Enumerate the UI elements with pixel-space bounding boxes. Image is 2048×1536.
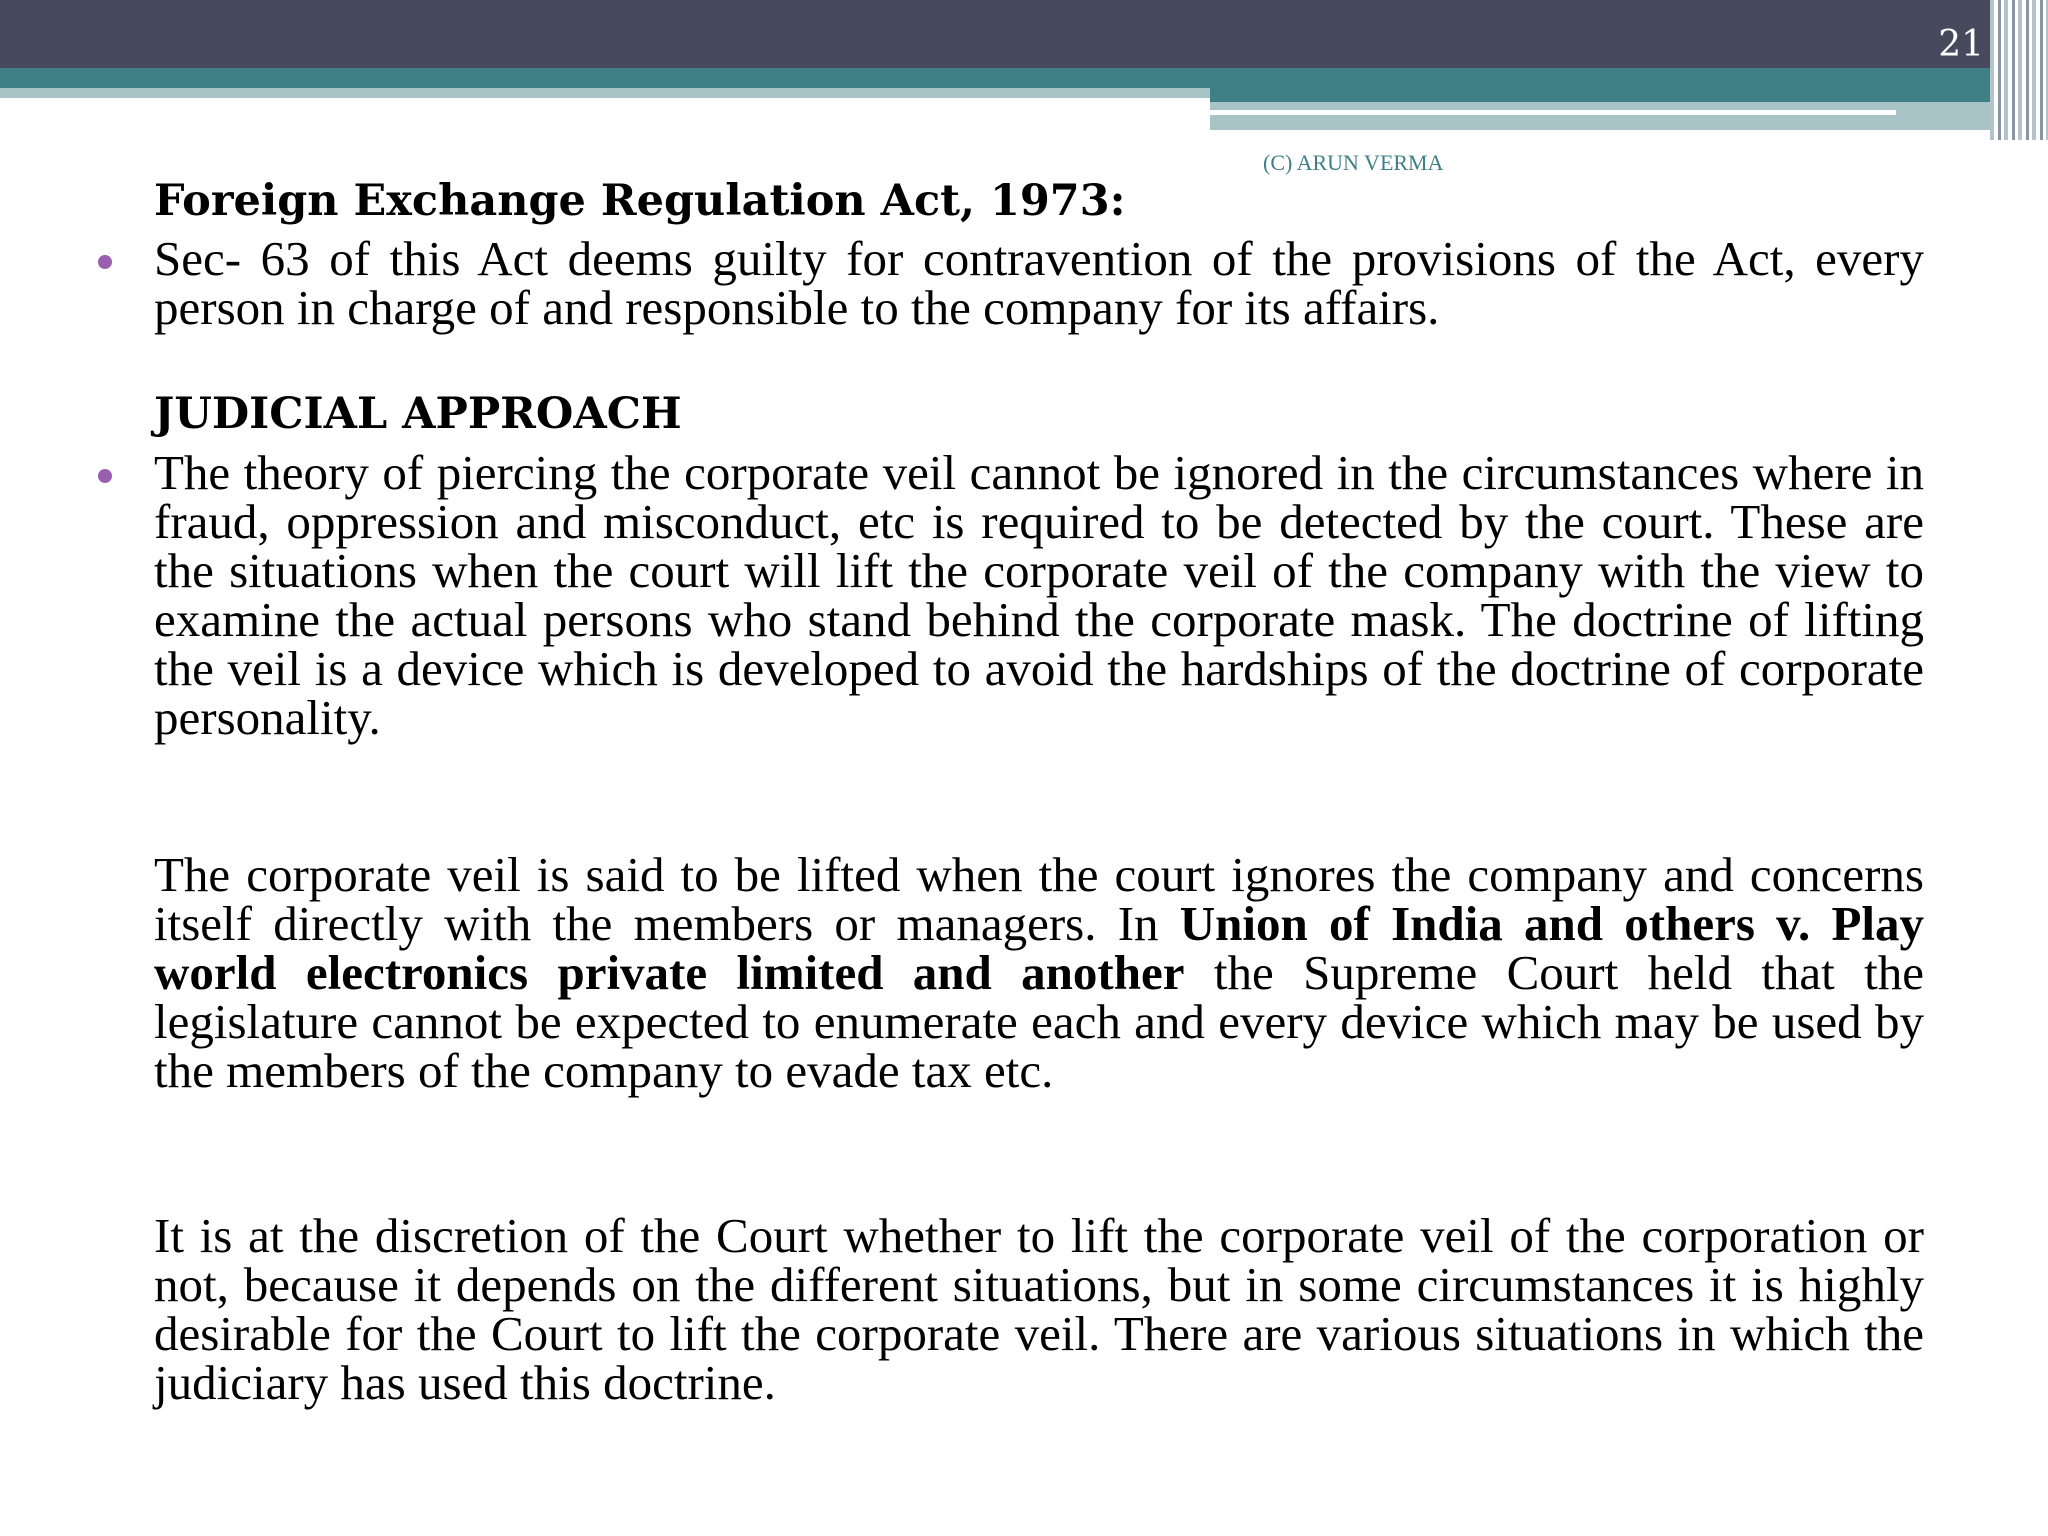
bullet-text-fera: Sec- 63 of this Act deems guilty for contravention of the provisions of the Act, every person in charge of and responsible to the company for its affairs. (154, 231, 1924, 335)
bullet-item-judicial (154, 445, 1924, 745)
header-accent-light-left (0, 88, 1210, 98)
section-heading-fera: Foreign Exchange Regulation Act, 1973: (154, 176, 1126, 226)
bullet-icon (98, 469, 112, 483)
paragraph-case-text-before: The corporate veil is said to be lifted when the court ignores the company and concerns itself directly with the members or managers. In (154, 847, 1924, 951)
header-accent-line (1210, 110, 1896, 115)
copyright-label: (C) ARUN VERMA (1263, 150, 1444, 175)
bullet-text-judicial: The theory of piercing the corporate veil cannot be ignored in the circumstances where in fraud, oppression and misconduct, etc is required to be detected by the court. These are the situations when the court will lift the corporate veil of the company with the view to examine the actual persons who stand behind the corporate mask. The doctrine of lifting the veil is a device which is developed to avoid the hardships of the doctrine of corporate personality. (154, 445, 1924, 745)
case-name: Union of India and others v. Play world electronics private limited and another (154, 896, 1924, 1000)
paragraph-case-text-after: the Supreme Court held that the legislature cannot be expected to enumerate each and every device which may be used by the members of the company to evade tax etc. (154, 945, 1925, 1098)
header-accent-band (0, 68, 2048, 88)
paragraph-case (154, 847, 1925, 1098)
page-number: 21 (1938, 24, 1984, 65)
header-accent-light-right (1210, 102, 2048, 130)
header-stripes-decoration (1990, 0, 2048, 140)
header-accent-teal-right (1210, 88, 2048, 102)
paragraph-discretion (154, 1208, 1924, 1410)
header-bar (0, 0, 2048, 68)
section-heading-judicial: JUDICIAL APPROACH (154, 389, 682, 439)
header-copyright-backdrop (1652, 130, 2002, 192)
paragraph-discretion-text: It is at the discretion of the Court whether to lift the corporate veil of the corporation or not, because it depends on the different situations, but in some circumstances it is highly desirable for the Court to lift the corporate veil. There are various situations in which the judiciary has used this doctrine. (154, 1208, 1924, 1410)
bullet-item-fera (154, 231, 1924, 335)
bullet-icon (98, 255, 112, 269)
